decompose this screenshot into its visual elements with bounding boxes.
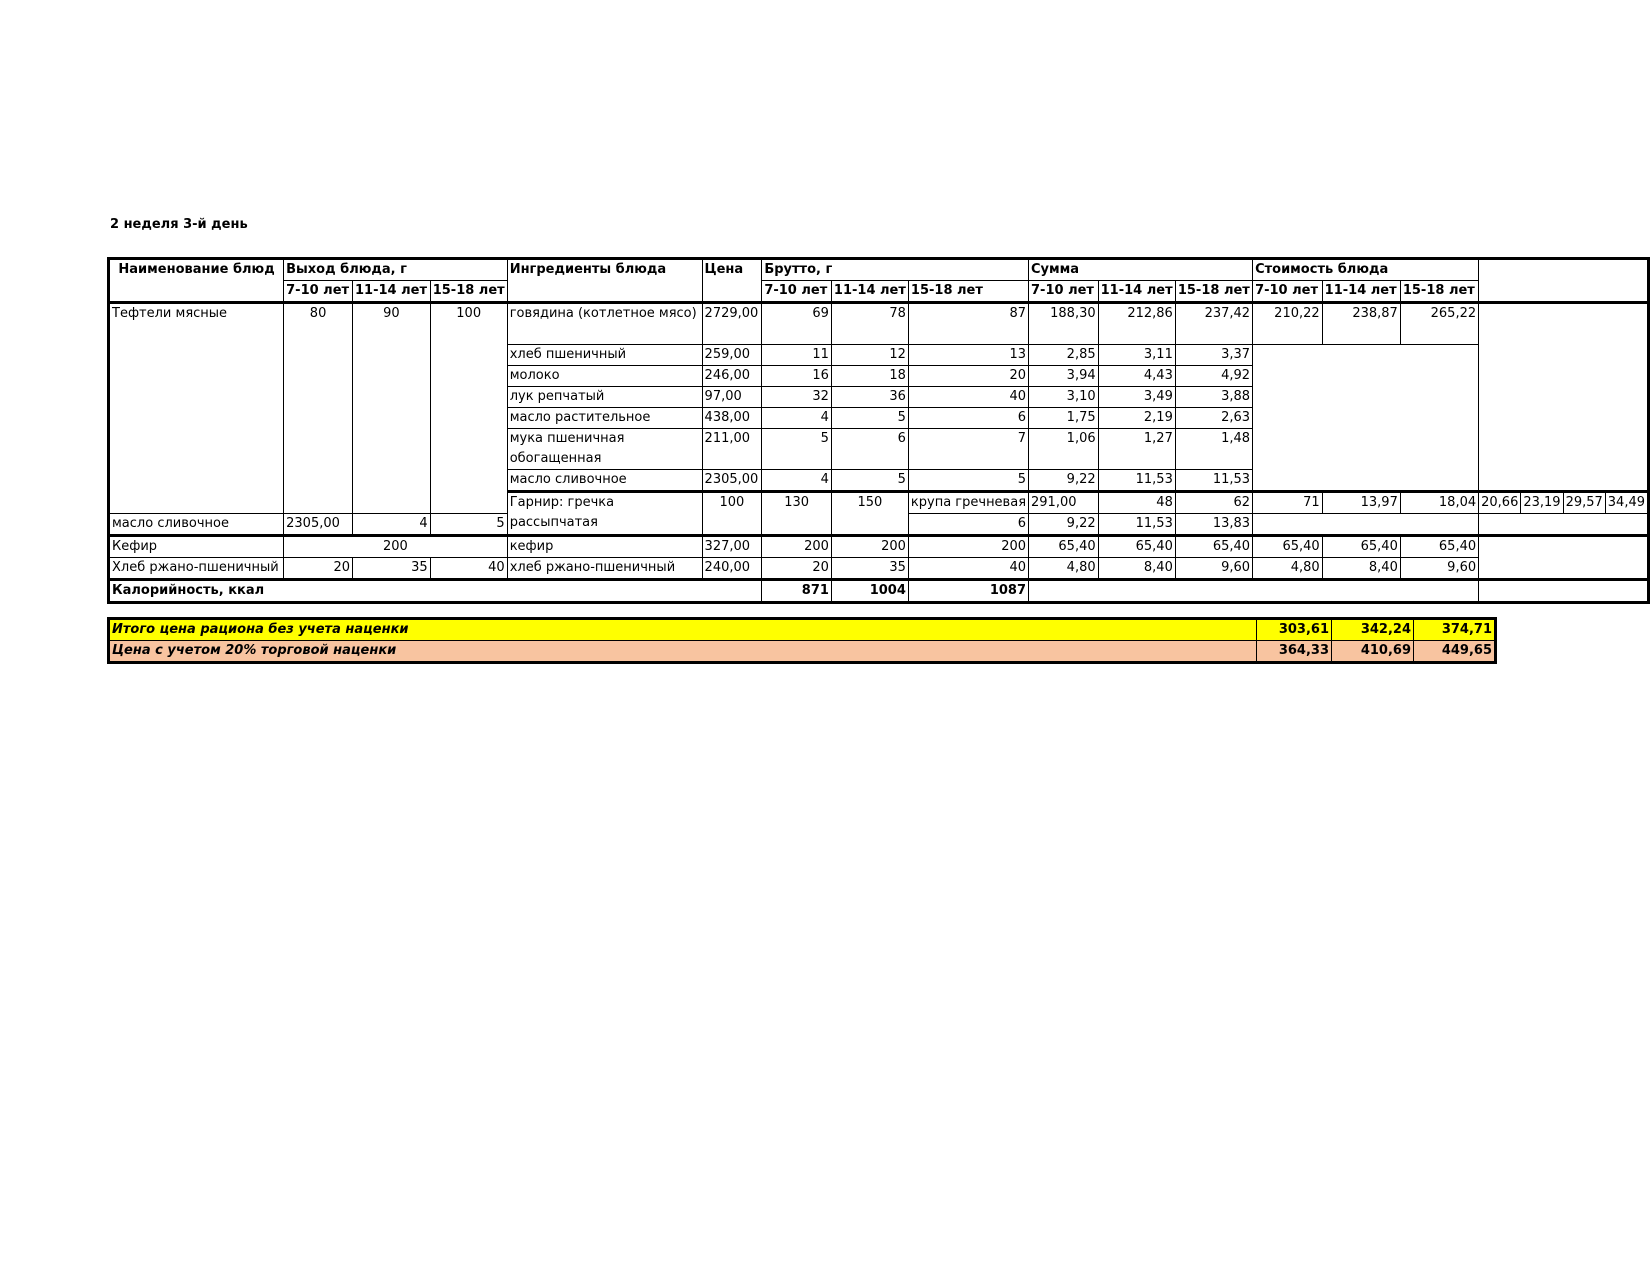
dish-yield: 40: [430, 558, 507, 580]
brutto-value: 5: [908, 470, 1028, 492]
dish-yield: 100: [430, 303, 507, 514]
cost-value: 238,87: [1322, 303, 1400, 345]
header-age-15-18: 15-18 лет: [1400, 281, 1478, 303]
ingredient-price: 327,00: [702, 536, 762, 558]
brutto-value: 69: [762, 303, 832, 345]
calories-label: Калорийность, ккал: [109, 580, 762, 603]
brutto-value: 13: [908, 345, 1028, 366]
sum-value: 20,66: [1479, 492, 1521, 514]
cost-value: 29,57: [1563, 492, 1605, 514]
ingredient-name: мука пшеничная обогащенная: [507, 429, 702, 470]
brutto-value: 48: [1098, 492, 1175, 514]
ingredient-name: масло сливочное: [507, 470, 702, 492]
header-age-11-14: 11-14 лет: [1098, 281, 1175, 303]
sum-value: 212,86: [1098, 303, 1175, 345]
ingredient-price: 211,00: [702, 429, 762, 470]
brutto-value: 200: [762, 536, 832, 558]
brutto-value: 6: [831, 429, 908, 470]
ingredient-price: 2305,00: [702, 470, 762, 492]
total-base-value: 374,71: [1414, 619, 1496, 641]
sum-value: 2,85: [1029, 345, 1099, 366]
header-row-2: [109, 281, 1649, 303]
cost-value: 8,40: [1322, 558, 1400, 580]
cost-value: 4,80: [1253, 558, 1323, 580]
sum-value: 3,94: [1029, 366, 1099, 387]
total-markup-value: 364,33: [1257, 641, 1332, 663]
brutto-value: 5: [831, 470, 908, 492]
sum-value: 3,11: [1098, 345, 1175, 366]
table-row: [109, 558, 1649, 580]
sum-value: 13,97: [1322, 492, 1400, 514]
sum-value: 1,27: [1098, 429, 1175, 470]
brutto-value: 7: [908, 429, 1028, 470]
sum-value: 2,19: [1098, 408, 1175, 429]
brutto-value: 20: [762, 558, 832, 580]
ingredient-name: масло сливочное: [109, 514, 284, 536]
sum-value: 3,37: [1175, 345, 1252, 366]
ingredient-price: 291,00: [1029, 492, 1099, 514]
dish-yield: 150: [831, 492, 908, 536]
calories-value: 871: [762, 580, 832, 603]
ingredient-price: 240,00: [702, 558, 762, 580]
calories-value: 1087: [908, 580, 1028, 603]
brutto-value: 4: [762, 408, 832, 429]
sum-value: 18,04: [1400, 492, 1478, 514]
cost-value: 210,22: [1253, 303, 1323, 345]
header-yield: Выход блюда, г: [284, 259, 508, 281]
ingredient-price: 438,00: [702, 408, 762, 429]
cost-value: 65,40: [1253, 536, 1323, 558]
brutto-value: 71: [1253, 492, 1323, 514]
ingredient-name: хлеб пшеничный: [507, 345, 702, 366]
total-base-value: 342,24: [1332, 619, 1414, 641]
total-markup-value: 449,65: [1414, 641, 1496, 663]
sum-value: 237,42: [1175, 303, 1252, 345]
ingredient-name: кефир: [507, 536, 702, 558]
sum-value: 2,63: [1175, 408, 1252, 429]
totals-table: [107, 617, 1497, 664]
cost-value: 65,40: [1400, 536, 1478, 558]
header-dish-name: Наименование блюд: [109, 259, 284, 303]
dish-name: Хлеб ржано-пшеничный: [109, 558, 284, 580]
sum-value: 65,40: [1098, 536, 1175, 558]
sum-value: 1,06: [1029, 429, 1099, 470]
dish-yield: 35: [353, 558, 431, 580]
header-price: Цена: [702, 259, 762, 303]
sum-value: 1,75: [1029, 408, 1099, 429]
brutto-value: 40: [908, 558, 1028, 580]
brutto-value: 16: [762, 366, 832, 387]
brutto-value: 78: [831, 303, 908, 345]
table-row: [109, 536, 1649, 558]
ingredient-name: лук репчатый: [507, 387, 702, 408]
dish-yield: 130: [762, 492, 832, 536]
ingredient-name: говядина (котлетное мясо): [507, 303, 702, 345]
brutto-value: 40: [908, 387, 1028, 408]
brutto-value: 6: [908, 408, 1028, 429]
menu-table: [107, 257, 1650, 604]
dish-name: Тефтели мясные: [109, 303, 284, 514]
ingredient-price: 97,00: [702, 387, 762, 408]
sum-value: 65,40: [1175, 536, 1252, 558]
dish-yield: 80: [284, 303, 353, 514]
cost-value: 9,60: [1400, 558, 1478, 580]
brutto-value: 5: [762, 429, 832, 470]
brutto-value: 4: [762, 470, 832, 492]
total-base-row: [109, 619, 1496, 641]
sum-value: 3,49: [1098, 387, 1175, 408]
brutto-value: 20: [908, 366, 1028, 387]
brutto-value: 35: [831, 558, 908, 580]
total-base-value: 303,61: [1257, 619, 1332, 641]
page-title: 2 неделя 3-й день: [110, 217, 248, 232]
total-markup-label: Цена с учетом 20% торговой наценки: [109, 641, 1257, 663]
calories-empty: [1029, 580, 1479, 603]
empty-cost-area: [1253, 345, 1479, 492]
header-age-7-10: 7-10 лет: [284, 281, 353, 303]
calories-value: 1004: [831, 580, 908, 603]
header-age-11-14: 11-14 лет: [353, 281, 431, 303]
header-age-11-14: 11-14 лет: [831, 281, 908, 303]
dish-yield: 100: [702, 492, 762, 536]
ingredient-name: хлеб ржано-пшеничный: [507, 558, 702, 580]
ingredient-price: 246,00: [702, 366, 762, 387]
brutto-value: 5: [831, 408, 908, 429]
ingredient-name: крупа гречневая: [908, 492, 1028, 514]
sum-value: 1,48: [1175, 429, 1252, 470]
ingredient-price: 2305,00: [284, 514, 353, 536]
brutto-value: 36: [831, 387, 908, 408]
brutto-value: 62: [1175, 492, 1252, 514]
brutto-value: 32: [762, 387, 832, 408]
total-base-label: Итого цена рациона без учета наценки: [109, 619, 1257, 641]
calories-row: [109, 580, 1649, 603]
header-age-7-10: 7-10 лет: [1029, 281, 1099, 303]
header-age-7-10: 7-10 лет: [762, 281, 832, 303]
ingredient-price: 2729,00: [702, 303, 762, 345]
empty-cost-area: [1253, 514, 1479, 536]
sum-value: 11,53: [1098, 514, 1175, 536]
header-age-15-18: 15-18 лет: [430, 281, 507, 303]
ingredient-name: молоко: [507, 366, 702, 387]
sum-value: 9,22: [1029, 514, 1099, 536]
sum-value: 11,53: [1098, 470, 1175, 492]
total-markup-value: 410,69: [1332, 641, 1414, 663]
header-age-11-14: 11-14 лет: [1322, 281, 1400, 303]
sum-value: 9,22: [1029, 470, 1099, 492]
header-age-15-18: 15-18 лет: [1175, 281, 1252, 303]
header-age-7-10: 7-10 лет: [1253, 281, 1323, 303]
header-cost: Стоимость блюда: [1253, 259, 1479, 281]
header-ingredients: Ингредиенты блюда: [507, 259, 702, 303]
cost-value: 65,40: [1322, 536, 1400, 558]
total-markup-row: [109, 641, 1496, 663]
dish-yield: 90: [353, 303, 431, 514]
cost-value: 34,49: [1605, 492, 1648, 514]
header-brutto: Брутто, г: [762, 259, 1029, 281]
sum-value: 4,43: [1098, 366, 1175, 387]
sum-value: 11,53: [1175, 470, 1252, 492]
brutto-value: 200: [831, 536, 908, 558]
sum-value: 4,80: [1029, 558, 1099, 580]
ingredient-name: масло растительное: [507, 408, 702, 429]
brutto-value: 4: [353, 514, 431, 536]
cost-value: 265,22: [1400, 303, 1478, 345]
brutto-value: 87: [908, 303, 1028, 345]
brutto-value: 200: [908, 536, 1028, 558]
brutto-value: 18: [831, 366, 908, 387]
dish-yield: 20: [284, 558, 353, 580]
sum-value: 65,40: [1029, 536, 1099, 558]
cost-value: 23,19: [1521, 492, 1563, 514]
dish-yield: 200: [284, 536, 508, 558]
header-sum: Сумма: [1029, 259, 1253, 281]
brutto-value: 12: [831, 345, 908, 366]
sum-value: 3,88: [1175, 387, 1252, 408]
sum-value: 9,60: [1175, 558, 1252, 580]
brutto-value: 5: [430, 514, 507, 536]
brutto-value: 6: [908, 514, 1028, 536]
sum-value: 8,40: [1098, 558, 1175, 580]
sum-value: 13,83: [1175, 514, 1252, 536]
header-age-15-18: 15-18 лет: [908, 281, 1028, 303]
dish-name: Гарнир: гречка рассыпчатая: [507, 492, 702, 536]
ingredient-price: 259,00: [702, 345, 762, 366]
sum-value: 188,30: [1029, 303, 1099, 345]
header-row-1: [109, 259, 1649, 281]
sum-value: 4,92: [1175, 366, 1252, 387]
table-row: [109, 303, 1649, 345]
brutto-value: 11: [762, 345, 832, 366]
sum-value: 3,10: [1029, 387, 1099, 408]
dish-name: Кефир: [109, 536, 284, 558]
